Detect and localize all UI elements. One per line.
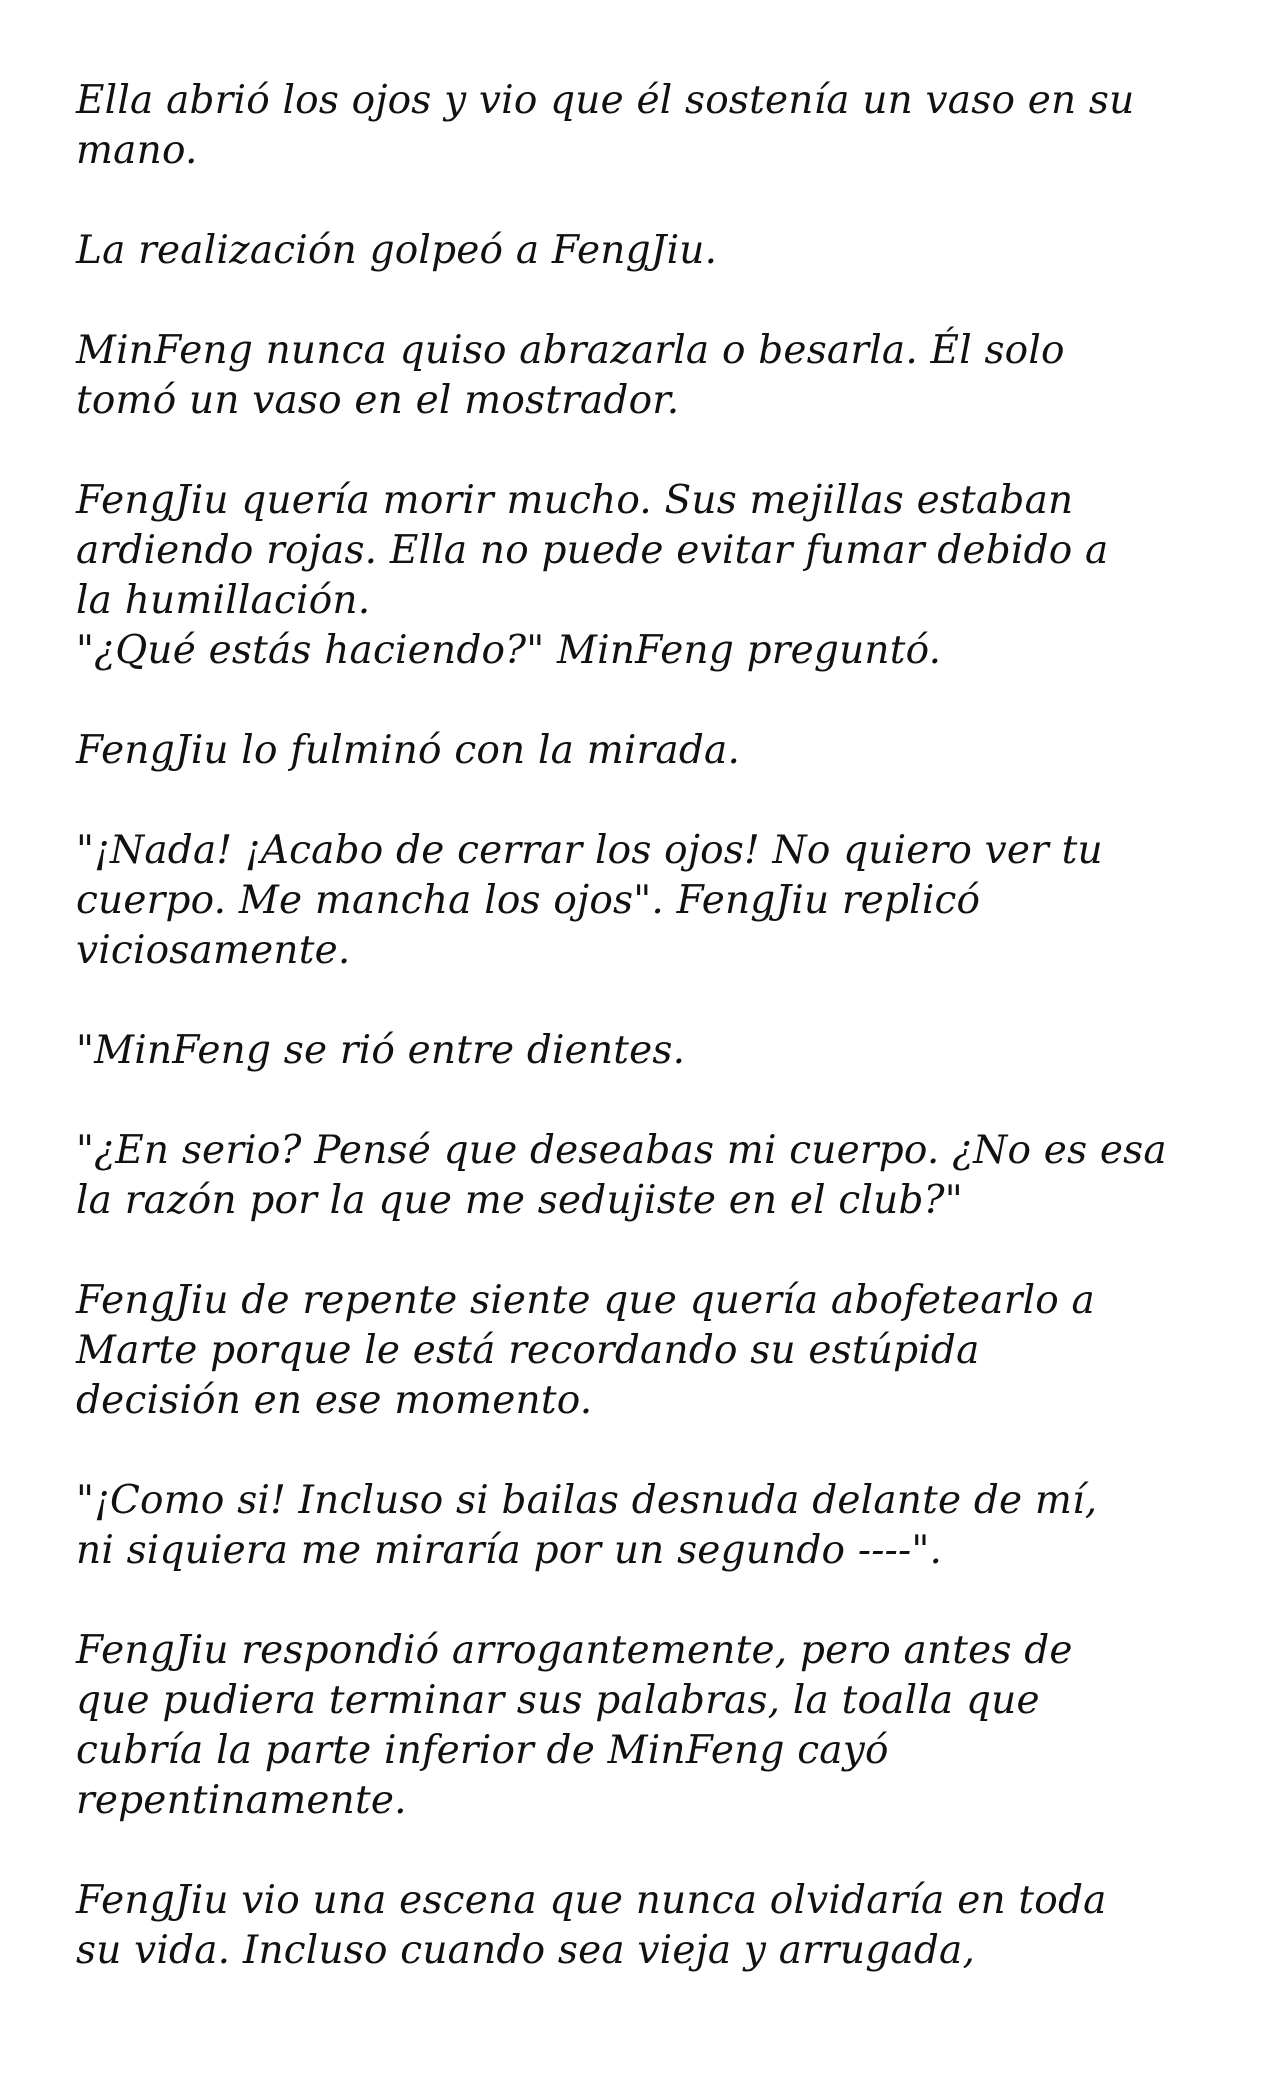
paragraph bbox=[76, 1476, 1216, 1576]
paragraph bbox=[76, 826, 1216, 976]
paragraph-gap bbox=[76, 976, 1216, 1026]
text-line: su vida. Incluso cuando sea vieja y arrugada, bbox=[76, 1928, 976, 1973]
text-line: "¿Qué estás haciendo?" MinFeng preguntó. bbox=[76, 628, 942, 673]
paragraph bbox=[76, 1276, 1216, 1426]
text-line: repentinamente. bbox=[76, 1778, 407, 1823]
document-page bbox=[76, 76, 1216, 1976]
paragraph-gap bbox=[76, 776, 1216, 826]
text-line: cuerpo. Me mancha los ojos". FengJiu replicó bbox=[76, 878, 981, 923]
paragraph bbox=[76, 1876, 1216, 1976]
paragraph bbox=[76, 226, 1216, 276]
paragraph bbox=[76, 726, 1216, 776]
text-line: FengJiu vio una escena que nunca olvidaría en toda bbox=[76, 1878, 1107, 1923]
text-line: "¿En serio? Pensé que deseabas mi cuerpo. ¿No es esa bbox=[76, 1128, 1167, 1173]
paragraph bbox=[76, 1026, 1216, 1076]
text-line: decisión en ese momento. bbox=[76, 1378, 593, 1423]
text-line: La realización golpeó a FengJiu. bbox=[76, 228, 718, 273]
paragraph bbox=[76, 476, 1216, 676]
text-line: la razón por la que me sedujiste en el club?" bbox=[76, 1178, 963, 1223]
text-line: FengJiu de repente siente que quería abofetearlo a bbox=[76, 1278, 1095, 1323]
paragraph bbox=[76, 1626, 1216, 1826]
text-line: tomó un vaso en el mostrador. bbox=[76, 378, 680, 423]
paragraph-gap bbox=[76, 1826, 1216, 1876]
paragraph-gap bbox=[76, 1076, 1216, 1126]
text-line: viciosamente. bbox=[76, 928, 351, 973]
text-line: FengJiu respondió arrogantemente, pero antes de bbox=[76, 1628, 1073, 1673]
text-line: cubría la parte inferior de MinFeng cayó bbox=[76, 1728, 889, 1773]
text-line: "¡Como si! Incluso si bailas desnuda delante de mí, bbox=[76, 1478, 1098, 1523]
text-line: mano. bbox=[76, 128, 198, 173]
text-line: la humillación. bbox=[76, 578, 371, 623]
paragraph-gap bbox=[76, 676, 1216, 726]
text-line: ardiendo rojas. Ella no puede evitar fumar debido a bbox=[76, 528, 1109, 573]
paragraph-gap bbox=[76, 1226, 1216, 1276]
paragraph-gap bbox=[76, 276, 1216, 326]
text-line: FengJiu lo fulminó con la mirada. bbox=[76, 728, 741, 773]
paragraph-gap bbox=[76, 176, 1216, 226]
text-line: "MinFeng se rió entre dientes. bbox=[76, 1028, 686, 1073]
paragraph bbox=[76, 1126, 1216, 1226]
paragraph-gap bbox=[76, 1426, 1216, 1476]
text-line: FengJiu quería morir mucho. Sus mejillas estaban bbox=[76, 478, 1074, 523]
paragraph bbox=[76, 326, 1216, 426]
paragraph-gap bbox=[76, 1576, 1216, 1626]
paragraph bbox=[76, 76, 1216, 176]
paragraph-gap bbox=[76, 426, 1216, 476]
text-line: Ella abrió los ojos y vio que él sostenía un vaso en su bbox=[76, 78, 1135, 123]
text-line: ni siquiera me miraría por un segundo ----". bbox=[76, 1528, 943, 1573]
text-line: que pudiera terminar sus palabras, la toalla que bbox=[76, 1678, 1040, 1723]
text-line: MinFeng nunca quiso abrazarla o besarla. Él solo bbox=[76, 328, 1065, 373]
text-line: "¡Nada! ¡Acabo de cerrar los ojos! No quiero ver tu bbox=[76, 828, 1103, 873]
text-line: Marte porque le está recordando su estúpida bbox=[76, 1328, 980, 1373]
